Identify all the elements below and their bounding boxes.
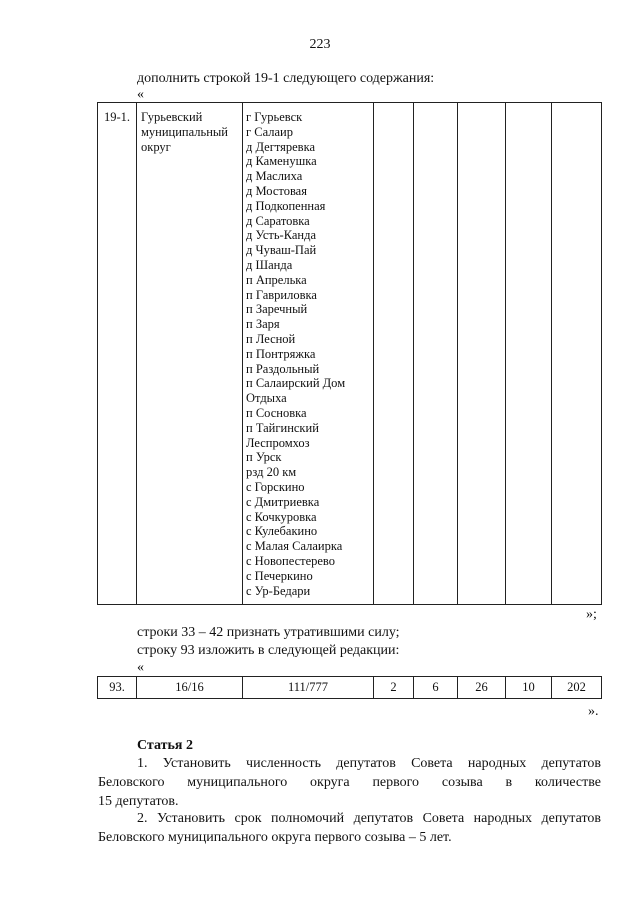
close-quote: ». bbox=[588, 704, 599, 719]
settlement-item: с Кулебакино bbox=[246, 524, 318, 539]
open-quote: « bbox=[137, 87, 144, 102]
table-cell: 2 bbox=[374, 677, 414, 699]
district-name-cell bbox=[137, 103, 243, 605]
settlement-item: п Урск bbox=[246, 450, 282, 465]
open-quote: « bbox=[137, 660, 144, 675]
settlement-item: д Подкопенная bbox=[246, 198, 326, 213]
table-cell: 16/16 bbox=[137, 677, 243, 699]
paragraph-line: 2. Установить срок полномочий депутатов Совета народных депутатов bbox=[137, 811, 601, 826]
row-93-table bbox=[97, 676, 602, 699]
table-cell: 10 bbox=[506, 677, 552, 699]
settlement-item: с Малая Салаирка bbox=[246, 539, 343, 554]
settlement-item: с Кочкуровка bbox=[246, 509, 317, 524]
restate-row-line: строку 93 изложить в следующей редакции: bbox=[137, 643, 400, 658]
settlement-item: г Гурьевск bbox=[246, 110, 303, 124]
table-cell: 26 bbox=[458, 677, 506, 699]
page-number: 223 bbox=[309, 37, 331, 52]
settlement-item: п Лесной bbox=[246, 331, 296, 346]
settlement-item: д Чуваш-Пай bbox=[246, 243, 317, 258]
settlement-item: рзд 20 км bbox=[246, 465, 297, 480]
settlement-item: Леспромхоз bbox=[246, 435, 310, 450]
table-cell: 111/777 bbox=[243, 677, 374, 699]
district-name-line: округ bbox=[141, 139, 171, 154]
empty-cell bbox=[458, 103, 506, 605]
settlement-item: п Сосновка bbox=[246, 405, 307, 420]
empty-cell bbox=[506, 103, 552, 605]
settlement-item: д Маслиха bbox=[246, 169, 303, 184]
settlement-item: д Дегтяревка bbox=[246, 139, 316, 154]
settlement-item: с Горскино bbox=[246, 479, 305, 494]
settlement-item: п Тайгинский bbox=[246, 420, 319, 435]
table-cell: 93. bbox=[98, 677, 137, 699]
settlement-item: Отдыха bbox=[246, 391, 287, 406]
empty-cell bbox=[414, 103, 458, 605]
settlement-item: п Салаирский Дом bbox=[246, 376, 346, 391]
article-heading: Статья 2 bbox=[137, 738, 193, 753]
paragraph-line: Беловского муниципального округа первого созыва – 5 лет. bbox=[98, 830, 452, 845]
intro-line: дополнить строкой 19-1 следующего содержания: bbox=[137, 71, 435, 86]
paragraph-line: Беловского муниципального округа первого созыва в количестве bbox=[98, 775, 601, 790]
paragraph-2 bbox=[98, 809, 601, 847]
settlement-item: п Понтряжка bbox=[246, 346, 316, 361]
settlement-item: п Гавриловка bbox=[246, 287, 317, 302]
empty-cell bbox=[374, 103, 414, 605]
settlement-item: п Апрелька bbox=[246, 272, 307, 287]
settlement-item: с Новопестерево bbox=[246, 553, 335, 568]
district-name-line: муниципальный bbox=[141, 124, 228, 139]
settlement-item: д Усть-Канда bbox=[246, 228, 317, 243]
settlement-item: п Раздольный bbox=[246, 361, 320, 376]
paragraph-line: 1. Установить численность депутатов Совета народных депутатов bbox=[137, 756, 601, 771]
settlement-item: с Ур-Бедари bbox=[246, 583, 311, 598]
settlement-item: с Дмитриевка bbox=[246, 494, 320, 509]
settlement-item: д Мостовая bbox=[246, 183, 307, 198]
municipal-table bbox=[97, 102, 602, 605]
table-cell: 202 bbox=[552, 677, 602, 699]
district-name-line: Гурьевский bbox=[141, 110, 203, 124]
table-cell: 6 bbox=[414, 677, 458, 699]
settlement-item: п Заря bbox=[246, 317, 280, 332]
settlement-item: с Печеркино bbox=[246, 568, 313, 583]
settlements-cell bbox=[243, 103, 374, 605]
close-quote: »; bbox=[586, 607, 597, 622]
strike-rows-line: строки 33 – 42 признать утратившими силу; bbox=[137, 625, 400, 640]
empty-cell bbox=[552, 103, 602, 605]
settlement-item: д Шанда bbox=[246, 257, 293, 272]
paragraph-1 bbox=[98, 754, 601, 811]
settlement-item: п Заречный bbox=[246, 302, 308, 317]
settlement-item: д Саратовка bbox=[246, 213, 310, 228]
settlement-item: г Салаир bbox=[246, 124, 293, 139]
table-row bbox=[98, 677, 602, 699]
settlement-item: д Каменушка bbox=[246, 154, 317, 169]
paragraph-line: 15 депутатов. bbox=[98, 794, 179, 809]
row-number-cell: 19-1. bbox=[98, 103, 137, 605]
table-row bbox=[98, 103, 602, 605]
